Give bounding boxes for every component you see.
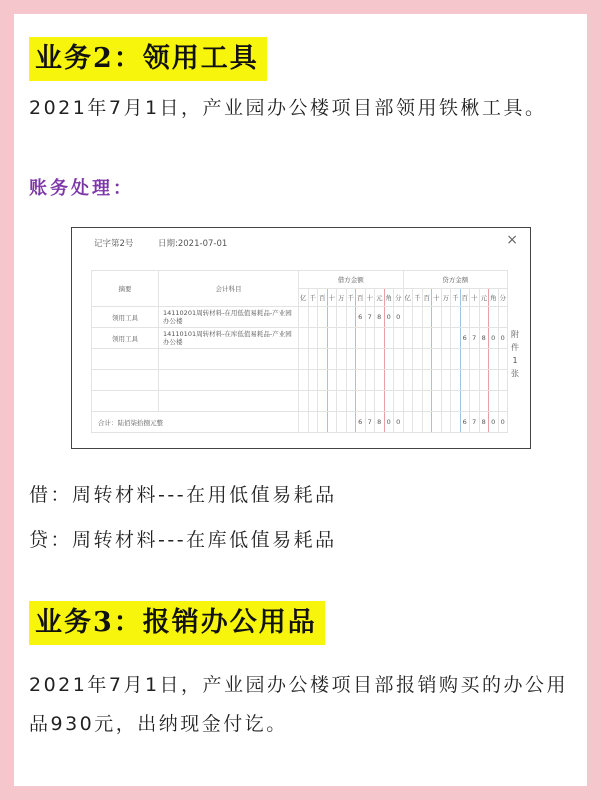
amount-digit-cell xyxy=(432,370,442,391)
amount-digit-cell xyxy=(441,328,451,349)
digit-unit: 十 xyxy=(432,289,442,307)
voucher-row[interactable] xyxy=(92,307,508,328)
amount-digit-cell xyxy=(413,370,423,391)
amount-digit-cell: 0 xyxy=(489,412,499,433)
amount-digit-cell xyxy=(299,307,309,328)
amount-digit-cell xyxy=(356,370,366,391)
amount-digit-cell xyxy=(441,349,451,370)
amount-digit-cell xyxy=(337,307,347,328)
amount-digit-cell xyxy=(318,391,328,412)
amount-digit-cell xyxy=(441,307,451,328)
voucher-date: 日期:2021-07-01 xyxy=(158,239,228,249)
digit-unit: 分 xyxy=(394,289,404,307)
amount-digit-cell xyxy=(451,349,461,370)
amount-digit-cell xyxy=(327,307,337,328)
amount-digit-cell xyxy=(432,391,442,412)
amount-digit-cell xyxy=(441,412,451,433)
amount-digit-cell: 7 xyxy=(470,412,480,433)
accounting-label: 账务处理： xyxy=(29,178,134,199)
amount-digit-cell: 0 xyxy=(394,307,404,328)
amount-digit-cell: 6 xyxy=(356,412,366,433)
amount-digit-cell xyxy=(489,391,499,412)
amount-digit-cell xyxy=(394,370,404,391)
digit-unit: 亿 xyxy=(299,289,309,307)
amount-digit-cell: 8 xyxy=(479,412,489,433)
amount-digit-cell xyxy=(394,349,404,370)
amount-digit-cell xyxy=(432,328,442,349)
amount-digit-cell xyxy=(451,370,461,391)
amount-digit-cell xyxy=(479,391,489,412)
amount-digit-cell: 7 xyxy=(470,328,480,349)
amount-digit-cell xyxy=(470,391,480,412)
amount-digit-cell xyxy=(365,349,375,370)
amount-digit-cell xyxy=(422,349,432,370)
amount-digit-cell xyxy=(413,349,423,370)
row-account xyxy=(159,370,299,391)
amount-digit-cell xyxy=(432,307,442,328)
amount-digit-cell xyxy=(479,307,489,328)
amount-digit-cell xyxy=(346,370,356,391)
amount-digit-cell xyxy=(403,391,413,412)
summary-header: 摘要 xyxy=(92,271,159,307)
business3-description: 2021年7月1日，产业园办公楼项目部报销购买的办公用品930元，出纳现金付讫。 xyxy=(29,674,569,735)
amount-digit-cell xyxy=(422,307,432,328)
amount-digit-cell: 7 xyxy=(365,412,375,433)
row-account xyxy=(159,349,299,370)
amount-digit-cell xyxy=(489,349,499,370)
amount-digit-cell xyxy=(308,370,318,391)
amount-digit-cell xyxy=(498,391,508,412)
amount-digit-cell xyxy=(422,328,432,349)
amount-digit-cell xyxy=(308,307,318,328)
amount-digit-cell xyxy=(327,349,337,370)
close-icon[interactable]: × xyxy=(506,232,518,248)
amount-digit-cell xyxy=(346,349,356,370)
row-summary xyxy=(92,391,159,412)
amount-digit-cell xyxy=(337,328,347,349)
voucher-empty-row[interactable] xyxy=(92,370,508,391)
amount-digit-cell xyxy=(479,370,489,391)
amount-digit-cell xyxy=(346,328,356,349)
attachment-char: 附 xyxy=(511,330,519,339)
amount-digit-cell xyxy=(470,370,480,391)
amount-digit-cell xyxy=(299,370,309,391)
credit-header: 贷方金额 xyxy=(403,271,508,289)
row-account: 14110101周转材料-在库低值易耗品-产业园办公楼 xyxy=(159,328,299,349)
attachment-char: 1 xyxy=(512,356,518,365)
amount-digit-cell xyxy=(299,349,309,370)
amount-digit-cell xyxy=(394,328,404,349)
account-header: 会计科目 xyxy=(159,271,299,307)
amount-digit-cell xyxy=(422,391,432,412)
amount-digit-cell xyxy=(451,328,461,349)
total-row xyxy=(92,412,508,433)
row-account: 14110201周转材料-在用低值易耗品-产业园办公楼 xyxy=(159,307,299,328)
digit-unit: 亿 xyxy=(403,289,413,307)
amount-digit-cell xyxy=(498,307,508,328)
amount-digit-cell xyxy=(422,412,432,433)
digit-unit: 百 xyxy=(460,289,470,307)
amount-digit-cell xyxy=(346,412,356,433)
amount-digit-cell xyxy=(375,391,385,412)
row-summary xyxy=(92,349,159,370)
amount-digit-cell: 8 xyxy=(375,307,385,328)
amount-digit-cell xyxy=(375,370,385,391)
amount-digit-cell xyxy=(441,391,451,412)
amount-digit-cell xyxy=(299,328,309,349)
attachment-char: 张 xyxy=(511,369,519,378)
amount-digit-cell xyxy=(403,307,413,328)
amount-digit-cell xyxy=(327,328,337,349)
digit-unit: 角 xyxy=(489,289,499,307)
amount-digit-cell: 7 xyxy=(365,307,375,328)
amount-digit-cell xyxy=(365,391,375,412)
amount-digit-cell xyxy=(318,307,328,328)
digit-unit: 百 xyxy=(318,289,328,307)
amount-digit-cell xyxy=(346,391,356,412)
amount-digit-cell: 8 xyxy=(375,412,385,433)
amount-digit-cell xyxy=(413,391,423,412)
amount-digit-cell xyxy=(460,349,470,370)
digit-unit: 千 xyxy=(308,289,318,307)
amount-digit-cell: 0 xyxy=(384,307,394,328)
amount-digit-cell xyxy=(375,349,385,370)
amount-digit-cell xyxy=(365,328,375,349)
amount-digit-cell xyxy=(327,391,337,412)
amount-digit-cell: 0 xyxy=(394,412,404,433)
amount-digit-cell xyxy=(384,370,394,391)
amount-digit-cell xyxy=(375,328,385,349)
amount-digit-cell xyxy=(356,349,366,370)
digit-unit: 千 xyxy=(451,289,461,307)
digit-unit: 万 xyxy=(441,289,451,307)
content-card xyxy=(14,14,587,786)
digit-unit: 万 xyxy=(337,289,347,307)
amount-digit-cell xyxy=(403,370,413,391)
amount-digit-cell: 6 xyxy=(460,412,470,433)
amount-digit-cell xyxy=(384,349,394,370)
digit-unit: 元 xyxy=(375,289,385,307)
digit-unit: 千 xyxy=(346,289,356,307)
amount-digit-cell xyxy=(337,349,347,370)
amount-digit-cell: 0 xyxy=(384,412,394,433)
amount-digit-cell: 0 xyxy=(489,328,499,349)
amount-digit-cell xyxy=(413,412,423,433)
amount-digit-cell xyxy=(413,328,423,349)
amount-digit-cell xyxy=(403,412,413,433)
amount-digit-cell xyxy=(441,370,451,391)
digit-unit: 十 xyxy=(365,289,375,307)
amount-digit-cell xyxy=(327,412,337,433)
business3-title: 业务3：报销办公用品 xyxy=(29,601,325,645)
debit-header: 借方金额 xyxy=(299,271,404,289)
amount-digit-cell xyxy=(394,391,404,412)
amount-digit-cell xyxy=(479,349,489,370)
amount-digit-cell: 6 xyxy=(460,328,470,349)
amount-digit-cell xyxy=(384,391,394,412)
amount-digit-cell xyxy=(498,349,508,370)
amount-digit-cell xyxy=(318,349,328,370)
digit-unit: 元 xyxy=(479,289,489,307)
voucher-empty-row[interactable] xyxy=(92,391,508,412)
amount-digit-cell xyxy=(365,370,375,391)
amount-digit-cell xyxy=(403,328,413,349)
voucher-table xyxy=(91,270,508,433)
amount-digit-cell xyxy=(451,307,461,328)
amount-digit-cell xyxy=(451,391,461,412)
row-account xyxy=(159,391,299,412)
amount-digit-cell xyxy=(308,391,318,412)
digit-unit: 角 xyxy=(384,289,394,307)
amount-digit-cell xyxy=(337,391,347,412)
voucher-empty-row[interactable] xyxy=(92,349,508,370)
row-summary: 领用工具 xyxy=(92,307,159,328)
voucher-row[interactable] xyxy=(92,328,508,349)
amount-digit-cell xyxy=(308,349,318,370)
digit-unit: 十 xyxy=(327,289,337,307)
journal-entry-debit: 借：周转材料---在用低值易耗品 xyxy=(29,484,337,506)
header-row xyxy=(92,271,508,289)
amount-digit-cell xyxy=(318,412,328,433)
amount-digit-cell xyxy=(403,349,413,370)
amount-digit-cell xyxy=(489,307,499,328)
amount-digit-cell xyxy=(327,370,337,391)
amount-digit-cell xyxy=(308,328,318,349)
amount-digit-cell xyxy=(299,391,309,412)
business2-title: 业务2：领用工具 xyxy=(29,37,267,81)
amount-digit-cell xyxy=(318,370,328,391)
digit-unit: 千 xyxy=(413,289,423,307)
amount-digit-cell xyxy=(489,370,499,391)
amount-digit-cell xyxy=(422,370,432,391)
amount-digit-cell xyxy=(337,412,347,433)
digit-unit: 百 xyxy=(422,289,432,307)
business2-description: 2021年7月1日，产业园办公楼项目部领用铁楸工具。 xyxy=(29,97,547,119)
voucher-screenshot xyxy=(71,227,531,449)
digit-unit: 分 xyxy=(498,289,508,307)
row-summary: 领用工具 xyxy=(92,328,159,349)
amount-digit-cell: 8 xyxy=(479,328,489,349)
row-summary xyxy=(92,370,159,391)
amount-digit-cell xyxy=(498,370,508,391)
attachment-count xyxy=(508,328,522,380)
digit-unit: 百 xyxy=(356,289,366,307)
amount-digit-cell: 0 xyxy=(498,328,508,349)
amount-digit-cell xyxy=(432,412,442,433)
journal-entry-credit: 贷：周转材料---在库低值易耗品 xyxy=(29,529,337,551)
amount-digit-cell: 0 xyxy=(498,412,508,433)
amount-digit-cell xyxy=(413,307,423,328)
amount-digit-cell xyxy=(356,391,366,412)
total-label: 合计：陆佰柒拾捌元整 xyxy=(92,412,299,433)
digit-unit: 十 xyxy=(470,289,480,307)
amount-digit-cell xyxy=(337,370,347,391)
amount-digit-cell xyxy=(470,349,480,370)
amount-digit-cell xyxy=(460,370,470,391)
voucher-number: 记字第2号 xyxy=(94,239,134,249)
amount-digit-cell xyxy=(460,307,470,328)
amount-digit-cell xyxy=(451,412,461,433)
amount-digit-cell xyxy=(356,328,366,349)
attachment-char: 件 xyxy=(511,343,519,352)
amount-digit-cell xyxy=(384,328,394,349)
amount-digit-cell xyxy=(308,412,318,433)
amount-digit-cell xyxy=(460,391,470,412)
amount-digit-cell xyxy=(432,349,442,370)
amount-digit-cell xyxy=(318,328,328,349)
amount-digit-cell xyxy=(346,307,356,328)
amount-digit-cell xyxy=(470,307,480,328)
amount-digit-cell xyxy=(299,412,309,433)
amount-digit-cell: 6 xyxy=(356,307,366,328)
